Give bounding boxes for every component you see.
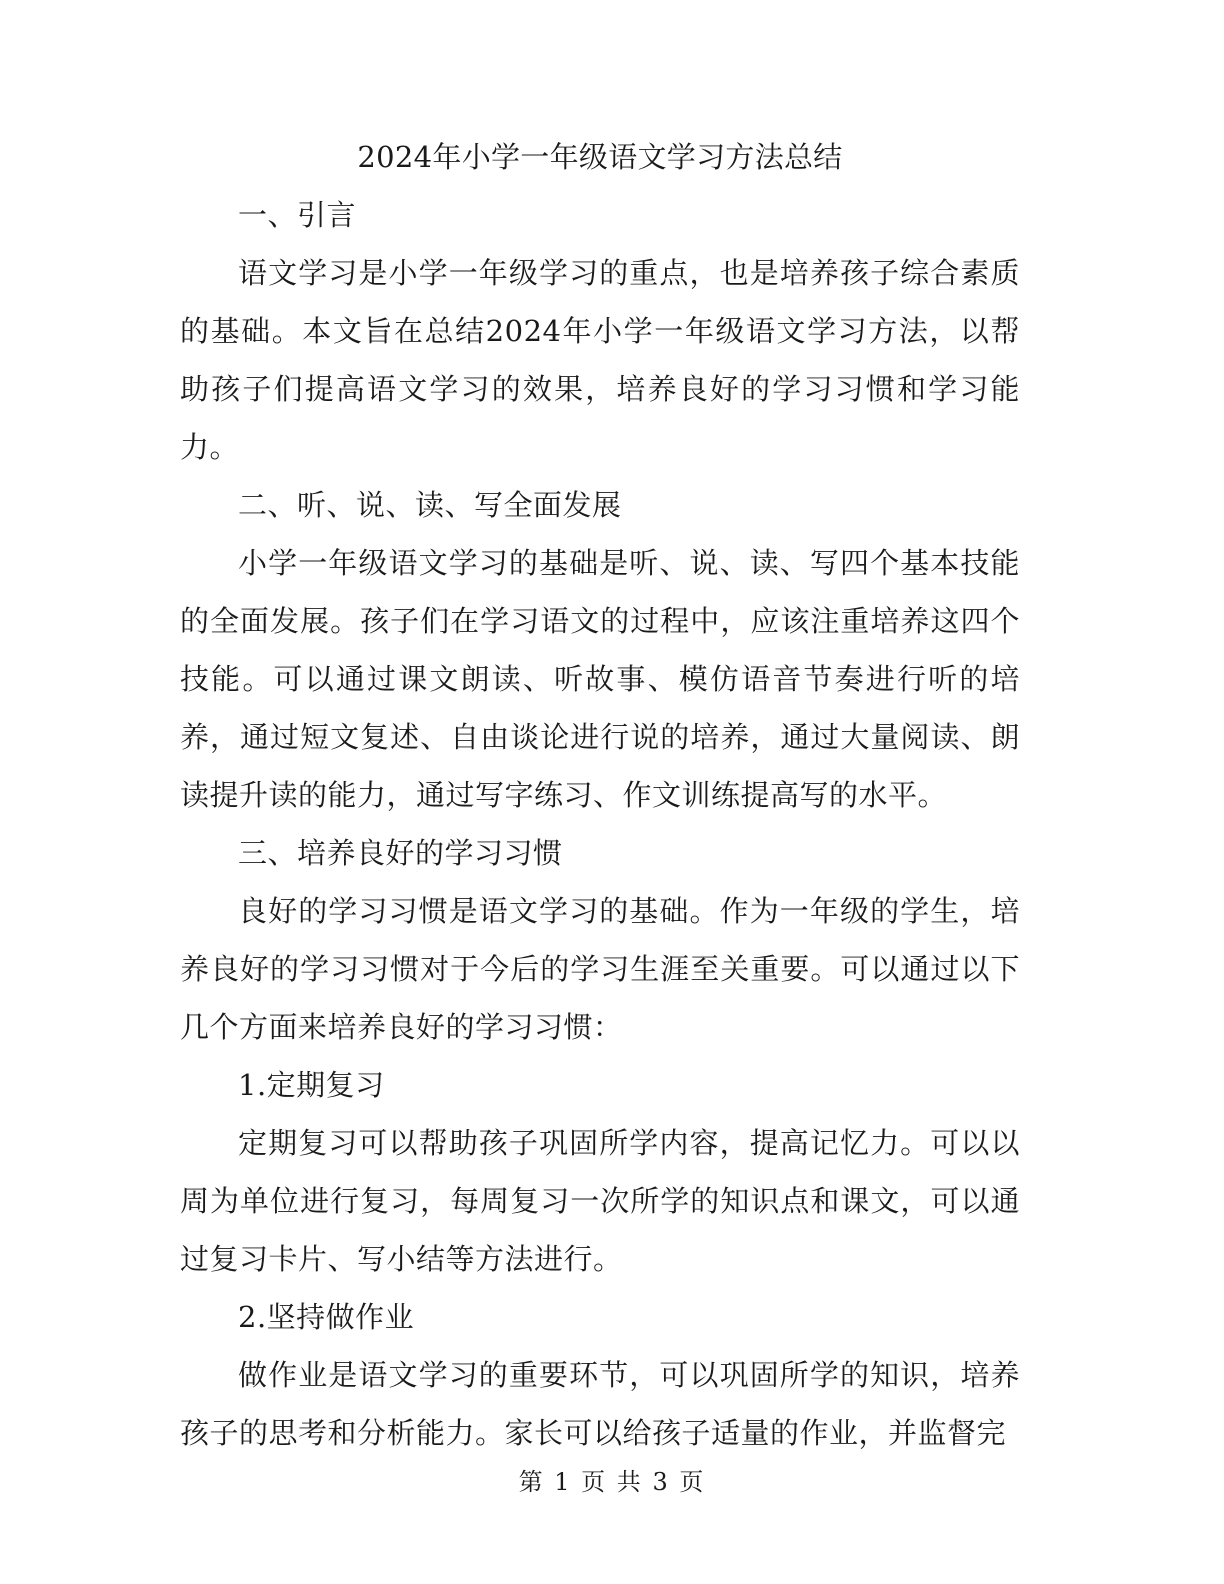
page-footer bbox=[0, 1462, 1224, 1502]
section-heading-skills: 二、听、说、读、写全面发展 bbox=[238, 488, 622, 522]
document-title: 2024年小学一年级语文学习方法总结 bbox=[357, 140, 843, 174]
list-item-heading: 2.坚持做作业 bbox=[238, 1300, 415, 1334]
section-heading-habits: 三、培养良好的学习习惯 bbox=[238, 836, 563, 870]
section-heading-intro: 一、引言 bbox=[238, 198, 357, 232]
body-paragraph: 定期复习可以帮助孩子巩固所学内容，提高记忆力。可以以周为单位进行复习，每周复习一次所学的知识点和课文，可以通过复习卡片、写小结等方法进行。 bbox=[180, 1126, 1020, 1276]
body-paragraph: 良好的学习习惯是语文学习的基础。作为一年级的学生，培养良好的学习习惯对于今后的学习生涯至关重要。可以通过以下几个方面来培养良好的学习习惯： bbox=[180, 894, 1020, 1044]
page-number-label: 第 1 页 共 3 页 bbox=[518, 1468, 706, 1496]
body-paragraph: 小学一年级语文学习的基础是听、说、读、写四个基本技能的全面发展。孩子们在学习语文的过程中，应该注重培养这四个技能。可以通过课文朗读、听故事、模仿语音节奏进行听的培养，通过短文复述、自由谈论进行说的培养，通过大量阅读、朗读提升读的能力，通过写字练习、作文训练提高写的水平。 bbox=[180, 546, 1020, 812]
body-paragraph: 做作业是语文学习的重要环节，可以巩固所学的知识，培养孩子的思考和分析能力。家长可以给孩子适量的作业，并监督完 bbox=[180, 1358, 1020, 1450]
body-paragraph: 语文学习是小学一年级学习的重点，也是培养孩子综合素质的基础。本文旨在总结2024年小学一年级语文学习方法，以帮助孩子们提高语文学习的效果，培养良好的学习习惯和学习能力。 bbox=[180, 256, 1020, 464]
list-item-heading: 1.定期复习 bbox=[238, 1068, 385, 1102]
document-page bbox=[180, 128, 1020, 1462]
